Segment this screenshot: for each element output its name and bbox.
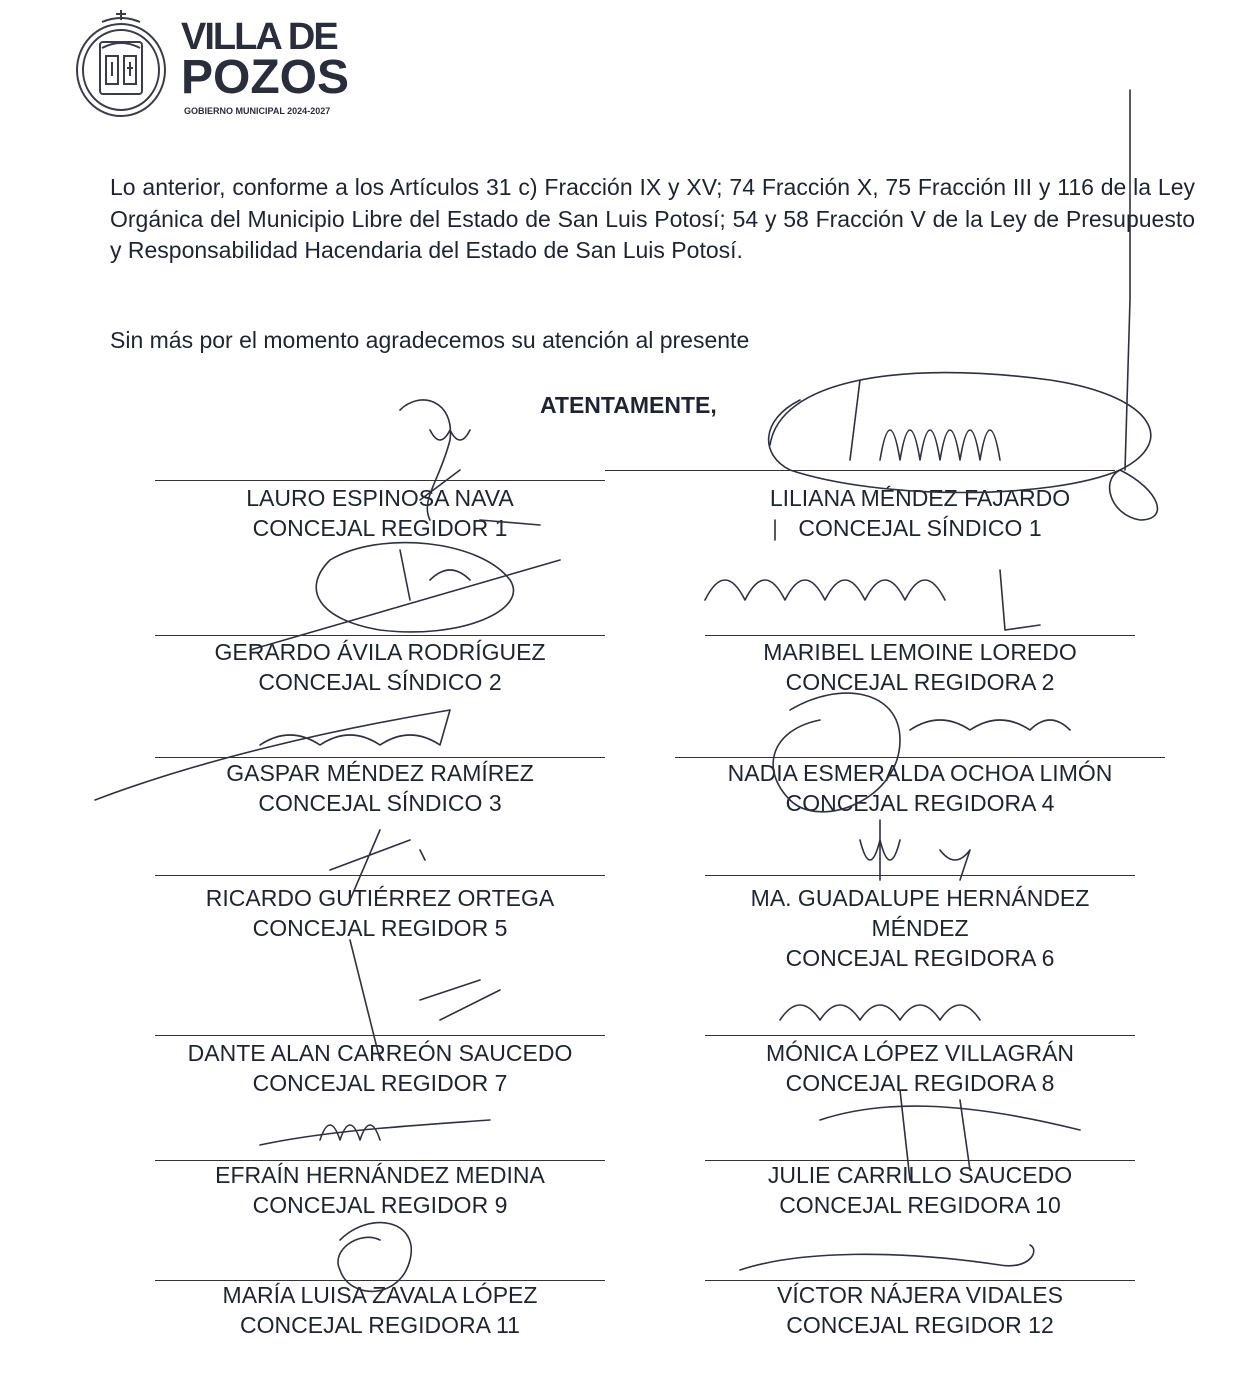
signatory-name: EFRAÍN HERNÁNDEZ MEDINA: [215, 1162, 545, 1188]
signature-block: [180, 483, 580, 543]
signature-line: [705, 875, 1135, 876]
signatory-name: GASPAR MÉNDEZ RAMÍREZ: [226, 760, 534, 786]
signatory-name: LILIANA MÉNDEZ FAJARDO: [769, 485, 1071, 511]
signature-block: [710, 1280, 1130, 1340]
signatory-name: NADIA ESMERALDA OCHOA LIMÓN: [727, 760, 1113, 786]
signature-block: [180, 758, 580, 818]
municipal-seal-icon: [72, 8, 170, 118]
signature-block: [180, 1280, 580, 1340]
signatory-role: CONCEJAL REGIDOR 1: [252, 515, 508, 541]
signature-block: [180, 883, 580, 943]
signatory-name: MA. GUADALUPE HERNÁNDEZ MÉNDEZ: [750, 885, 1090, 941]
signatory-role: CONCEJAL REGIDORA 8: [785, 1070, 1055, 1096]
signature-line: [705, 1035, 1135, 1036]
signature-block: [140, 1038, 620, 1098]
signatory-role: CONCEJAL REGIDOR 7: [252, 1070, 508, 1096]
signatory-name: JULIE CARRILLO SAUCEDO: [767, 1162, 1073, 1188]
closing-line: Sin más por el momento agradecemos su atención al presente: [110, 327, 750, 353]
signatory-role: CONCEJAL REGIDOR 5: [252, 915, 508, 941]
signatory-role: CONCEJAL SÍNDICO 2: [258, 669, 502, 695]
municipal-logo: [72, 0, 372, 122]
signature-block: [180, 1160, 580, 1220]
signatory-role: CONCEJAL SÍNDICO 1: [798, 515, 1042, 541]
signature-line: [605, 470, 1115, 471]
signature-block: [710, 483, 1130, 543]
signature-line: [155, 1035, 605, 1036]
signatory-role: CONCEJAL REGIDORA 6: [785, 945, 1055, 971]
logo-subtitle: GOBIERNO MUNICIPAL 2024-2027: [184, 106, 331, 116]
signatory-name: DANTE ALAN CARREÓN SAUCEDO: [187, 1040, 573, 1066]
signature-line: [155, 875, 605, 876]
signature-line: [155, 480, 605, 481]
signatory-name: MÓNICA LÓPEZ VILLAGRÁN: [765, 1040, 1075, 1066]
logo-title-line2: POZOS: [181, 51, 350, 104]
signature-block: [680, 758, 1160, 818]
signatory-name: GERARDO ÁVILA RODRÍGUEZ: [214, 639, 546, 665]
signatory-role: CONCEJAL REGIDORA 2: [785, 669, 1055, 695]
signatory-name: MARÍA LUISA ZAVALA LÓPEZ: [222, 1282, 538, 1308]
signature-block: [710, 1160, 1130, 1220]
signatory-role: CONCEJAL REGIDORA 4: [785, 790, 1055, 816]
signature-block: [710, 1038, 1130, 1098]
signature-line: [155, 635, 605, 636]
signatory-role: CONCEJAL REGIDORA 11: [240, 1312, 520, 1338]
signatory-name: RICARDO GUTIÉRREZ ORTEGA: [205, 885, 555, 911]
signatory-role: CONCEJAL REGIDOR 9: [252, 1192, 508, 1218]
signature-line: [705, 635, 1135, 636]
signature-block: [710, 637, 1130, 697]
signatory-role: CONCEJAL REGIDOR 12: [786, 1312, 1054, 1338]
signatory-role: CONCEJAL REGIDORA 10: [779, 1192, 1061, 1218]
signatory-name: VÍCTOR NÁJERA VIDALES: [777, 1282, 1063, 1308]
signatory-name: LAURO ESPINOSA NAVA: [246, 485, 514, 511]
signatory-role: CONCEJAL SÍNDICO 3: [258, 790, 502, 816]
salutation: ATENTAMENTE,: [540, 392, 717, 418]
body-paragraph: Lo anterior, conforme a los Artículos 31 c) Fracción IX y XV; 74 Fracción X, 75 Fracción III y 116 de la Ley Orgánica del Municipio Libre del Estado de San Luis Potosí; 54 y 58 Fracción V de la Ley de Presupuesto y Responsabilidad Hacendaria del Estado de San Luis Potosí.: [110, 174, 1195, 263]
signature-block: [180, 637, 580, 697]
signature-block: [715, 883, 1125, 973]
logo-title-line1: VILLA DE: [181, 16, 337, 58]
signatory-name: MARIBEL LEMOINE LOREDO: [763, 639, 1077, 665]
